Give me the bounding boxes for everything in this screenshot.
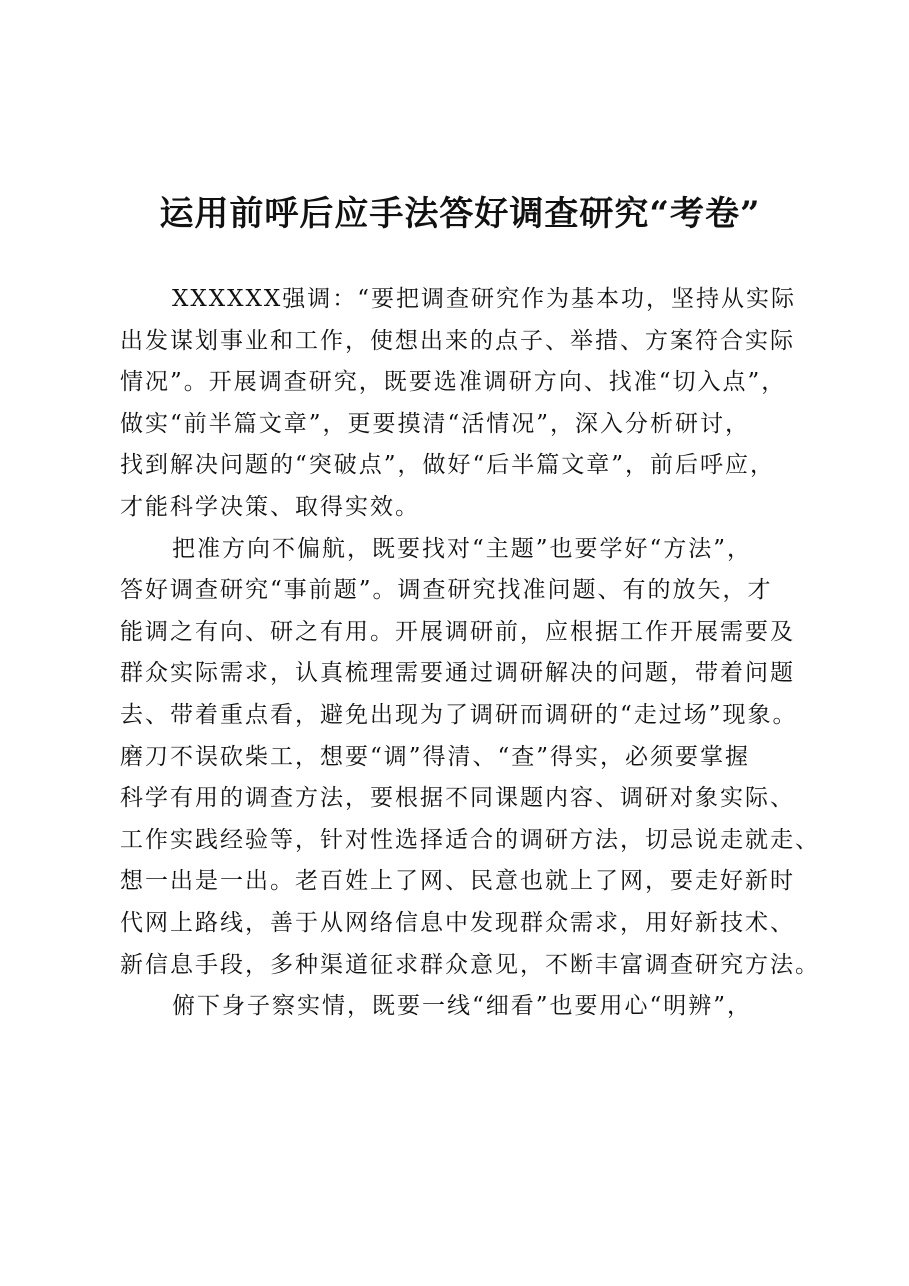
text-line: 去、带着重点看，避免出现为了调研而调研的“走过场”现象。 [120, 701, 798, 728]
text-line: 想一出是一出。老百姓上了网、民意也就上了网，要走好新时 [120, 868, 795, 895]
text-line: 情况”。开展调查研究，既要选准调研方向、找准“切入点”， [120, 369, 787, 396]
paragraph-1 [120, 279, 820, 529]
text-line: 做实“前半篇文章”，更要摸清“活情况”，深入分析研讨， [120, 410, 751, 437]
text-line: 磨刀不误砍柴工，想要“调”得清、“查”得实，必须要掌握 [120, 743, 751, 770]
text-line: 把准方向不偏航，既要找对“主题”也要学好“方法”， [172, 535, 753, 562]
text-line: 能调之有向、研之有用。开展调研前，应根据工作开展需要及 [120, 618, 795, 645]
text-line: 答好调查研究“事前题”。调查研究找准问题、有的放矢，才 [120, 577, 773, 604]
text-line: 群众实际需求，认真梳理需要通过调研解决的问题，带着问题 [120, 660, 795, 687]
text-line: 科学有用的调查方法，要根据不同课题内容、调研对象实际、 [120, 785, 795, 812]
document-title: 运用前呼后应手法答好调查研究“考卷” [159, 194, 761, 234]
text-line: 才能科学决策、取得实效。 [120, 493, 420, 520]
text-line: 俯下身子察实情，既要一线“细看”也要用心“明辨”， [172, 993, 753, 1020]
paragraph-2 [120, 529, 820, 987]
text-line: 找到解决问题的“突破点”，做好“后半篇文章”，前后呼应， [120, 452, 776, 479]
document-body [120, 279, 820, 1028]
text-line: XXXXXX强调：“要把调查研究作为基本功，坚持从实际 [172, 286, 797, 312]
text-line: 代网上路线，善于从网络信息中发现群众需求，用好新技术、 [120, 909, 795, 936]
text-line: 新信息手段，多种渠道征求群众意见，不断丰富调查研究方法。 [120, 951, 820, 978]
text-line: 工作实践经验等，针对性选择适合的调研方法，切忌说走就走、 [120, 826, 820, 853]
paragraph-3 [120, 986, 820, 1028]
text-line: 出发谋划事业和工作，使想出来的点子、举措、方案符合实际 [120, 327, 795, 354]
